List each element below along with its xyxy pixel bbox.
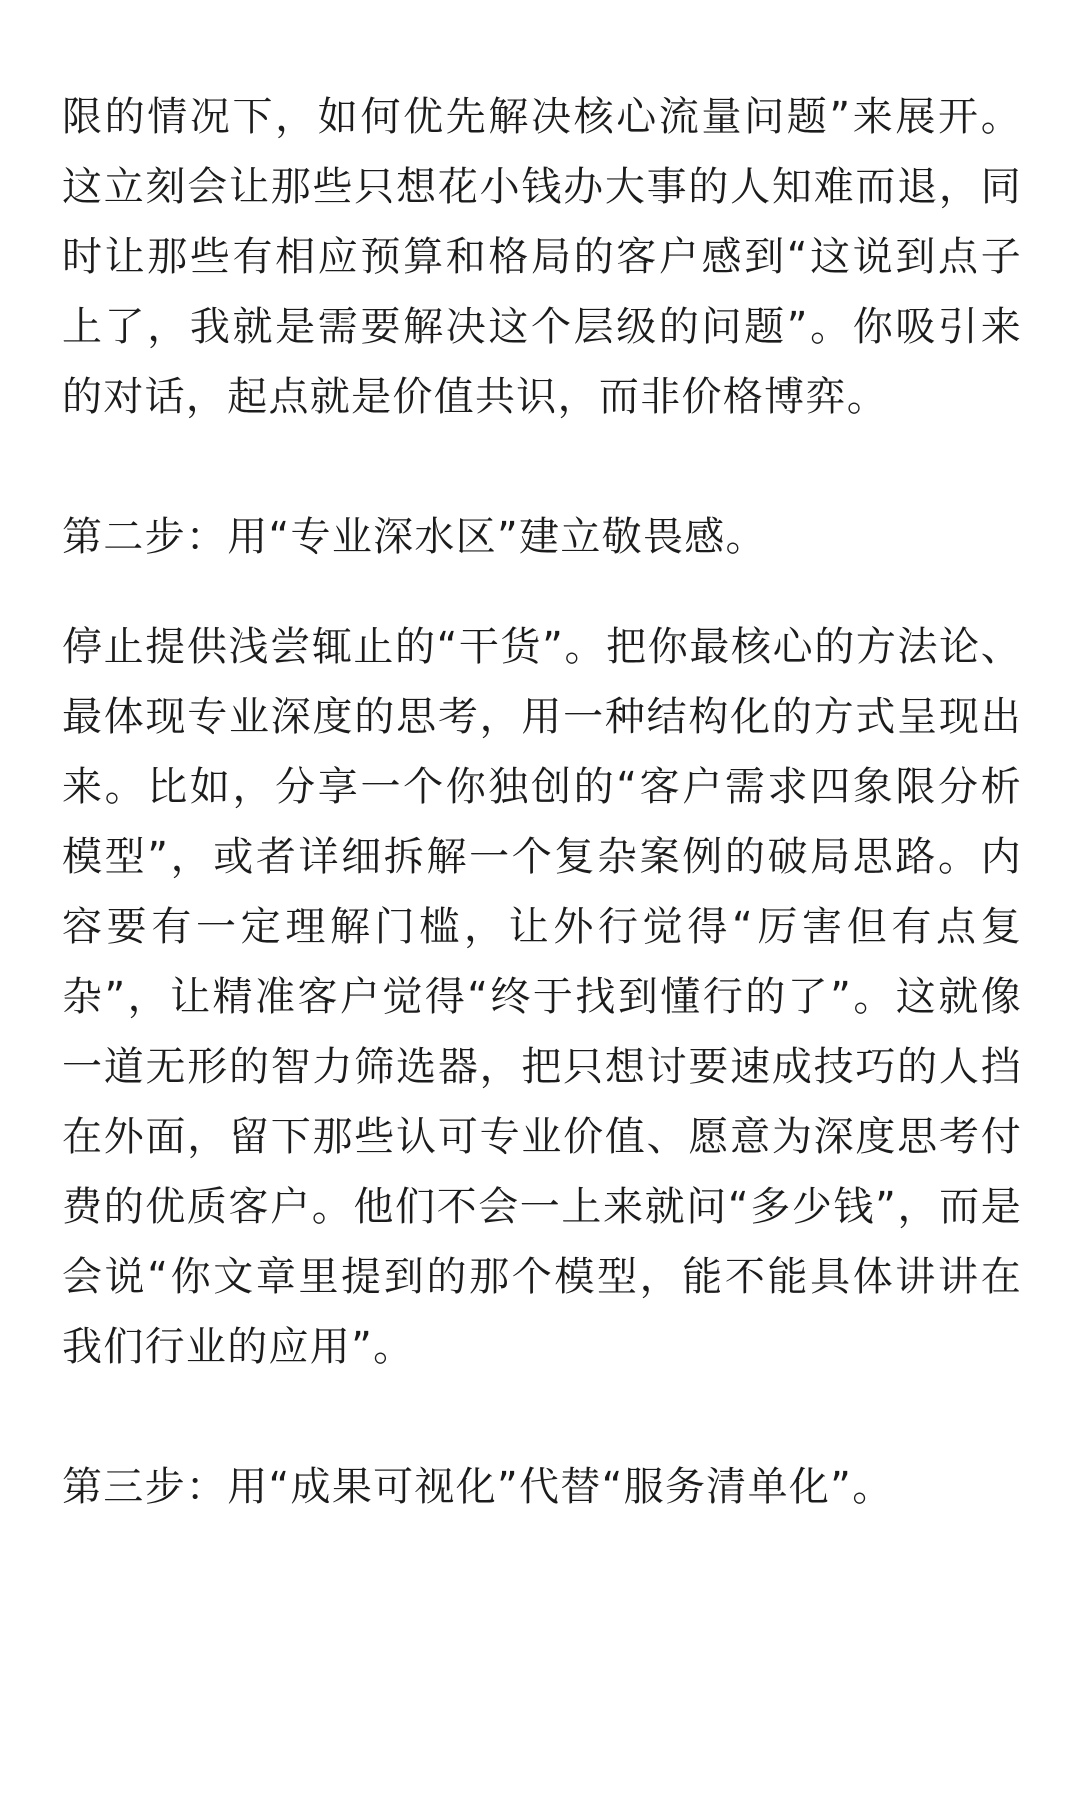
paragraph-step-two-body: 停止提供浅尝辄止的“干货”。把你最核心的方法论、最体现专业深度的思考，用一种结构化的方式呈现出来。比如，分享一个你独创的“客户需求四象限分析模型”，或者详细拆解一个复杂案例的破局思路。内容要有一定理解门槛，让外行觉得“厉害但有点复杂”，让精准客户觉得“终于找到懂行的了”。这就像一道无形的智力筛选器，把只想讨要速成技巧的人挡在外面，留下那些认可专业价值、愿意为深度思考付费的优质客户。他们不会一上来就问“多少钱”，而是会说“你文章里提到的那个模型，能不能具体讲讲在我们行业的应用”。 <box>62 624 1022 1370</box>
step-three-heading: 第三步：用“成果可视化”代替“服务清单化”。 <box>62 1464 894 1510</box>
step-two-heading: 第二步：用“专业深水区”建立敬畏感。 <box>62 514 767 560</box>
article-body <box>62 82 1022 1522</box>
paragraph-intro-continuation: 限的情况下，如何优先解决核心流量问题”来展开。这立刻会让那些只想花小钱办大事的人知难而退，同时让那些有相应预算和格局的客户感到“这说到点子上了，我就是需要解决这个层级的问题”。你吸引来的对话，起点就是价值共识，而非价格博弈。 <box>62 94 1022 420</box>
